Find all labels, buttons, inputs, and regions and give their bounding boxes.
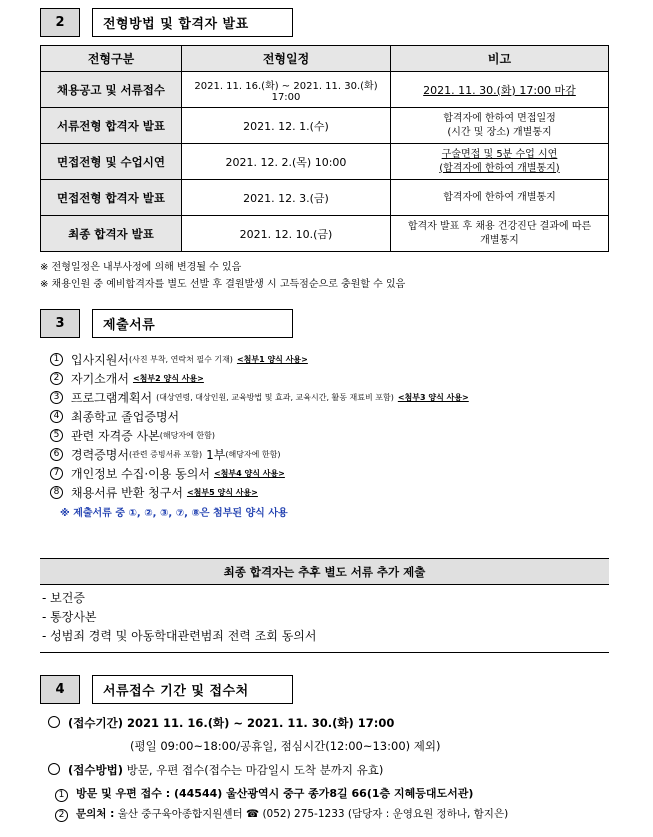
column-header: 전형일정	[182, 46, 391, 72]
note-line: (합격자에 한하여 개별통지)	[439, 162, 560, 174]
divider	[40, 652, 609, 653]
receipt-address	[55, 785, 473, 802]
table-row	[41, 108, 609, 144]
circled-number: 7	[50, 467, 63, 480]
circled-number: 4	[50, 410, 63, 423]
stage-cell: 최종 합격자 발표	[41, 216, 182, 252]
document-name: 경력증명서	[71, 448, 129, 462]
list-item	[50, 369, 469, 388]
document-detail: (해당자에 한함)	[225, 450, 281, 459]
section-title: 서류접수 기간 및 접수처	[92, 675, 293, 704]
document-detail: (대상연령, 대상인원, 교육방법 및 효과, 교육시간, 활동 재료비 포함)	[156, 393, 394, 402]
receipt-method	[48, 762, 383, 778]
receipt-method-text: 방문, 우편 접수(접수는 마감일시 도착 분까지 유효)	[126, 763, 384, 777]
documents-note	[50, 502, 469, 521]
receipt-contact-label: 문의처 :	[76, 808, 115, 820]
stage-cell: 서류전형 합격자 발표	[41, 108, 182, 144]
stage-cell: 면접전형 및 수업시연	[41, 144, 182, 180]
list-item	[50, 350, 469, 369]
attachment-ref: <첨부4 양식 사용>	[213, 469, 285, 478]
date-cell: 2021. 12. 10.(금)	[182, 216, 391, 252]
list-item	[50, 388, 469, 407]
circled-number: 1	[50, 353, 63, 366]
circle-bullet-icon	[48, 763, 60, 775]
attachment-ref: <첨부3 양식 사용>	[397, 393, 469, 402]
documents-note-text: ※ 제출서류 중 ①, ②, ③, ⑦, ⑧은 첨부된 양식 사용	[60, 508, 288, 519]
column-header: 비고	[391, 46, 609, 72]
document-name: 프로그램계획서	[71, 391, 153, 405]
section-title: 전형방법 및 합격자 발표	[92, 8, 293, 37]
attachment-ref: <첨부5 양식 사용>	[186, 488, 258, 497]
attachment-ref: <첨부1 양식 사용>	[236, 355, 308, 364]
document-detail: (사진 부착, 연락처 필수 기재)	[128, 355, 233, 364]
date-cell: 2021. 11. 16.(화) ~ 2021. 11. 30.(화) 17:00	[182, 72, 391, 108]
table-header-row	[41, 46, 609, 72]
column-header: 전형구분	[41, 46, 182, 72]
circled-number: 5	[50, 429, 63, 442]
note-line: 합격자 발표 후 채용 건강진단 결과에 따른	[407, 220, 592, 232]
receipt-period	[48, 715, 394, 731]
circled-number: 3	[50, 391, 63, 404]
circle-bullet-icon	[48, 716, 60, 728]
schedule-note: ※ 전형일정은 내부사정에 의해 변경될 수 있음	[40, 262, 242, 273]
note-cell	[391, 144, 609, 180]
section-4-header	[40, 675, 293, 704]
note-cell	[391, 216, 609, 252]
table-row	[41, 180, 609, 216]
circled-number: 2	[55, 809, 68, 822]
schedule-table	[40, 45, 609, 252]
document-name: 최종학교 졸업증명서	[71, 410, 180, 424]
receipt-period-sub: (평일 09:00~18:00/공휴일, 점심시간(12:00~13:00) 제외)	[130, 739, 441, 753]
document-detail: (해당자에 한함)	[159, 431, 215, 440]
note-line: 구술면접 및 5분 수업 시연	[441, 148, 558, 160]
note-cell	[391, 108, 609, 144]
date-cell: 2021. 12. 1.(수)	[182, 108, 391, 144]
document-name: 채용서류 반환 청구서	[71, 486, 183, 500]
section-2-header	[40, 8, 293, 37]
receipt-address-label: 방문 및 우편 접수 :	[76, 787, 171, 800]
date-cell: 2021. 12. 2.(목) 10:00	[182, 144, 391, 180]
list-item	[50, 407, 469, 426]
table-row	[41, 72, 609, 108]
note-line: 합격자에 한하여 면접일정	[443, 112, 556, 124]
receipt-method-label: (접수방법)	[68, 763, 123, 777]
section-3-header	[40, 309, 293, 338]
schedule-note: ※ 채용인원 중 예비합격자를 별도 선발 후 결원발생 시 고득점순으로 충원할 수 있음	[40, 279, 406, 290]
receipt-contact	[55, 806, 508, 822]
circled-number: 8	[50, 486, 63, 499]
document-count: 1부	[206, 448, 226, 462]
receipt-contact-text: 울산 중구육아종합지원센터 ☎ (052) 275-1233 (담당자 : 운영요원 정하나, 함지은)	[117, 808, 509, 820]
list-item	[50, 464, 469, 483]
attachment-ref: <첨부2 양식 사용>	[132, 374, 204, 383]
documents-list	[50, 350, 469, 521]
date-cell: 2021. 12. 3.(금)	[182, 180, 391, 216]
note-cell: 2021. 11. 30.(화) 17:00 마감	[391, 72, 609, 108]
note-line: (시간 및 장소) 개별통지	[447, 126, 552, 138]
document-name: 관련 자격증 사본	[71, 429, 160, 443]
final-notice-bar: 최종 합격자는 추후 별도 서류 추가 제출	[40, 558, 609, 585]
document-name: 개인정보 수집·이용 동의서	[71, 467, 210, 481]
section-number: 2	[40, 8, 80, 37]
receipt-period-text: (접수기간) 2021 11. 16.(화) ~ 2021. 11. 30.(화) 17:00	[68, 716, 395, 730]
circled-number: 6	[50, 448, 63, 461]
document-name: 입사지원서	[71, 353, 129, 367]
list-item	[50, 483, 469, 502]
section-title: 제출서류	[92, 309, 293, 338]
receipt-address-text: (44544) 울산광역시 중구 종가8길 66(1층 지혜등대도서관)	[173, 787, 474, 800]
document-detail: (관련 증빙서류 포함)	[128, 450, 203, 459]
document-name: 자기소개서	[71, 372, 129, 386]
table-row	[41, 216, 609, 252]
section-number: 3	[40, 309, 80, 338]
stage-cell: 채용공고 및 서류접수	[41, 72, 182, 108]
table-row	[41, 144, 609, 180]
circled-number: 1	[55, 789, 68, 802]
list-item: - 통장사본	[42, 610, 97, 624]
extra-documents-list	[42, 588, 316, 645]
section-number: 4	[40, 675, 80, 704]
note-cell: 합격자에 한하여 개별통지	[391, 180, 609, 216]
list-item: - 성범죄 경력 및 아동학대관련범죄 전력 조회 동의서	[42, 629, 317, 643]
stage-cell: 면접전형 합격자 발표	[41, 180, 182, 216]
circled-number: 2	[50, 372, 63, 385]
list-item	[50, 445, 469, 464]
list-item	[50, 426, 469, 445]
note-line: 개별통지	[480, 234, 519, 246]
list-item: - 보건증	[42, 591, 85, 605]
